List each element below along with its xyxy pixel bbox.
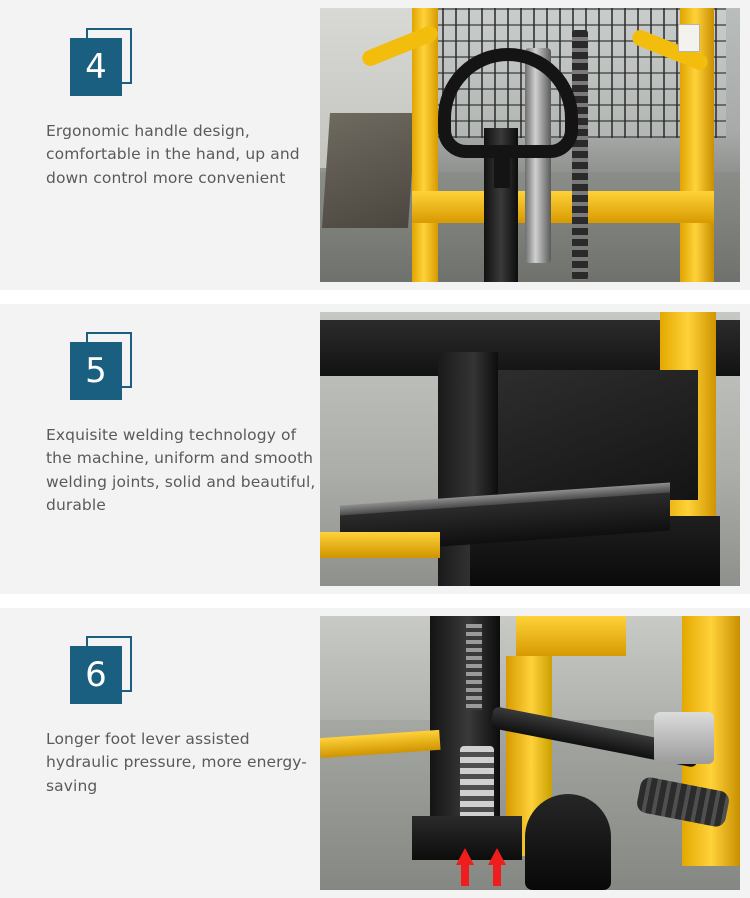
row-divider xyxy=(0,594,750,608)
lift-chain xyxy=(572,30,588,280)
badge-number-6: 6 xyxy=(70,646,122,704)
badge-number-5: 5 xyxy=(70,342,122,400)
hydraulic-pump-spring xyxy=(460,746,494,826)
photo-foot-lever xyxy=(320,616,740,890)
feature-description-5: Exquisite welding technology of the machine, uniform and smooth welding joints, solid and beautiful, durable xyxy=(46,426,316,514)
leaning-board xyxy=(322,113,416,228)
handle-stem xyxy=(494,148,510,188)
caster-wheel xyxy=(654,712,714,764)
feature-description-6: Longer foot lever assisted hydraulic pressure, more energy-saving xyxy=(46,730,308,795)
badge-number-4: 4 xyxy=(70,38,122,96)
feature-text-column-5 xyxy=(0,304,320,594)
feature-text-column-6 xyxy=(0,608,320,898)
photo-welding-quality xyxy=(320,312,740,586)
black-wheel-guard xyxy=(525,794,611,890)
feature-description-4: Ergonomic handle design, comfortable in the hand, up and down control more convenient xyxy=(46,122,300,187)
feature-text-column-4 xyxy=(0,0,320,290)
arrow-shaft xyxy=(461,864,469,886)
arrow-head xyxy=(488,848,506,865)
return-spring-upper xyxy=(466,624,482,710)
red-arrow-up-icon xyxy=(488,848,506,886)
warning-label xyxy=(678,24,700,52)
yellow-leg-left xyxy=(320,532,440,558)
feature-number-badge-6 xyxy=(70,636,150,710)
feature-row-4 xyxy=(0,0,750,290)
feature-number-badge-5 xyxy=(70,332,150,406)
arrow-shaft xyxy=(493,864,501,886)
arrow-head xyxy=(456,848,474,865)
photo-handle-design xyxy=(320,8,740,282)
row-divider xyxy=(0,290,750,304)
yellow-mast-left xyxy=(412,8,438,282)
red-arrow-up-icon xyxy=(456,848,474,886)
feature-row-5 xyxy=(0,304,750,594)
feature-photo-4 xyxy=(320,8,740,282)
feature-row-6 xyxy=(0,608,750,898)
feature-number-badge-4 xyxy=(70,28,150,102)
yellow-crossbeam xyxy=(412,191,714,223)
feature-photo-6 xyxy=(320,616,740,890)
yellow-top-plate xyxy=(516,616,626,656)
feature-photo-5 xyxy=(320,312,740,586)
